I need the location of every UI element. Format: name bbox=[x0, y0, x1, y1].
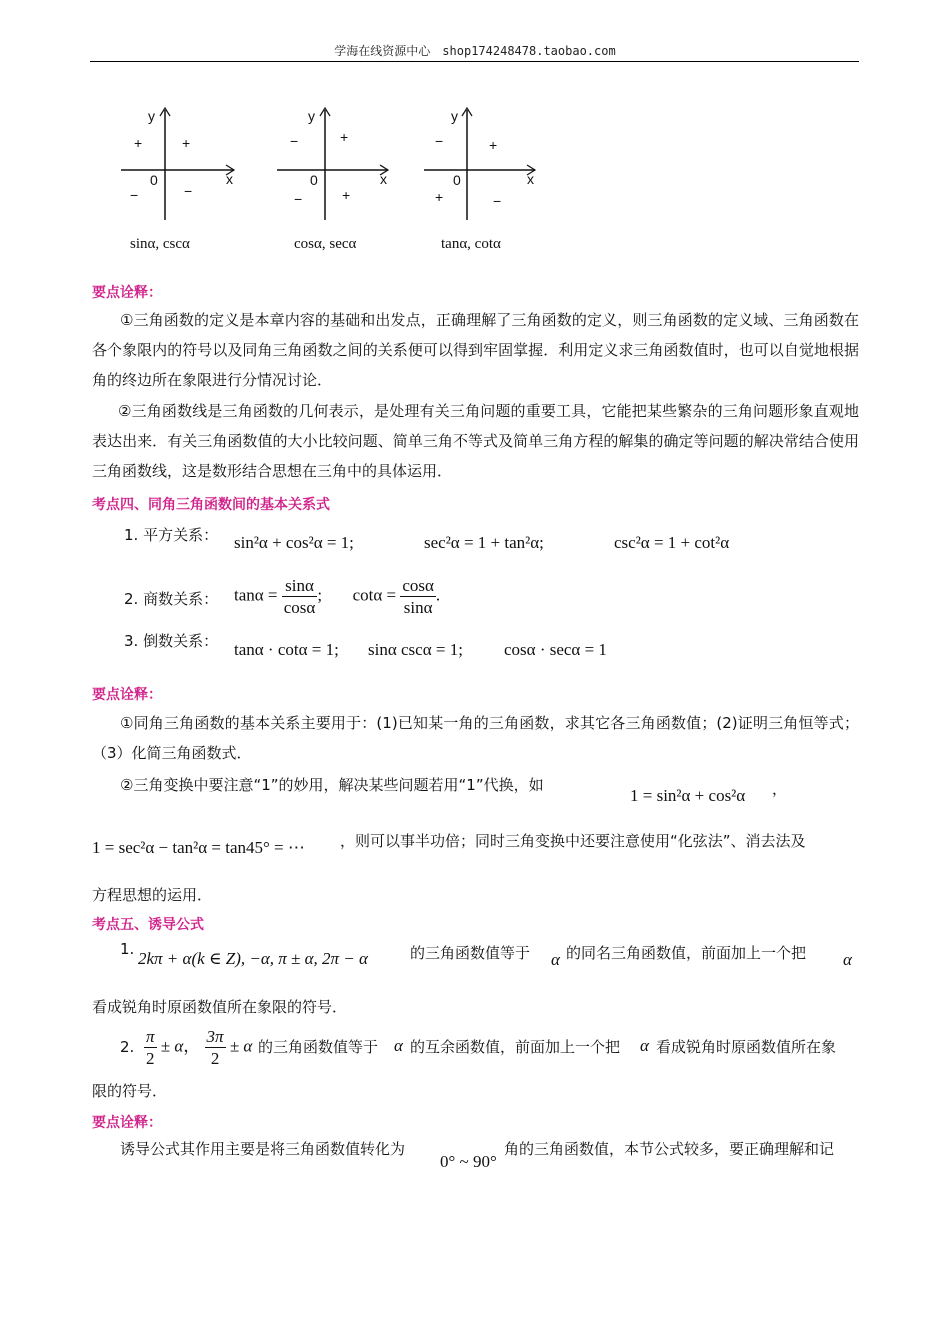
numerator: sinα bbox=[282, 575, 318, 597]
quadrant-4-sign: + bbox=[342, 187, 351, 203]
note-heading: 要点诠释： bbox=[92, 1115, 162, 1131]
quadrant-1-sign: + bbox=[340, 129, 349, 145]
formula: sinα cscα = 1; bbox=[368, 640, 463, 659]
note-text: 方程思想的运用． bbox=[92, 886, 213, 904]
item-text: 的三角函数值等于 bbox=[410, 944, 531, 962]
formula: cosα · secα = 1 bbox=[504, 640, 607, 659]
diagram-caption: tanα, cotα bbox=[441, 236, 501, 252]
denominator: 2 bbox=[146, 1049, 155, 1069]
item-text: 限的符号． bbox=[92, 1082, 168, 1100]
page-header: 学海在线资源中心 shop174248478.taobao.com bbox=[334, 44, 616, 58]
alpha-symbol: α bbox=[551, 950, 560, 969]
item-text: 看成锐角时原函数值所在象限的符号． bbox=[92, 998, 348, 1016]
fraction bbox=[282, 575, 318, 619]
formula: sec²α = 1 + tan²α; bbox=[424, 533, 544, 552]
note-paragraph: ①同角三角函数的基本关系主要用于：(1)已知某一角的三角函数，求其它各三角函数值；(2)证明三角恒等式；（3）化简三角函数式． bbox=[92, 714, 859, 762]
item-text: 的互余函数值，前面加上一个把 bbox=[410, 1038, 621, 1056]
item-number: 1. bbox=[120, 940, 135, 958]
formula-text: ± α bbox=[160, 1036, 184, 1056]
quadrant-3-sign: − bbox=[130, 187, 139, 203]
formula-text: ± α bbox=[229, 1036, 253, 1056]
y-axis-label: y bbox=[148, 108, 155, 124]
denominator: sinα bbox=[403, 598, 433, 618]
sign-diagram-cos bbox=[272, 102, 402, 262]
section-heading: 考点五、诱导公式 bbox=[92, 917, 204, 933]
note-text: ②三角变换中要注意“1”的妙用，解决某些问题若用“1”代换，如 bbox=[120, 776, 544, 794]
diagram-caption: sinα, cscα bbox=[130, 236, 190, 252]
item-number: 2. bbox=[120, 1038, 135, 1056]
quadrant-1-sign: + bbox=[489, 137, 498, 153]
alpha-symbol: α bbox=[394, 1036, 403, 1055]
origin-label: 0 bbox=[310, 172, 318, 188]
note-text: 诱导公式其作用主要是将三角函数值转化为 bbox=[120, 1140, 406, 1158]
item-label: 1. 平方关系： bbox=[124, 526, 219, 544]
formula: 1 = sec²α − tan²α = tan45° = ⋯ bbox=[92, 838, 305, 857]
alpha-symbol: α bbox=[843, 950, 852, 969]
note-text: ，则可以事半功倍；同时三角变换中还要注意使用“化弦法”、消去法及 bbox=[340, 832, 806, 850]
header-rule bbox=[90, 61, 859, 62]
formula-text: tanα = bbox=[234, 585, 278, 605]
sign-diagram-tan bbox=[419, 102, 549, 262]
numerator: π bbox=[144, 1026, 157, 1048]
quadrant-axes-sin bbox=[116, 102, 246, 232]
note-text: 角的三角函数值，本节公式较多，要正确理解和记 bbox=[504, 1140, 835, 1158]
formula: tanα · cotα = 1; bbox=[234, 640, 339, 659]
quadrant-3-sign: + bbox=[435, 189, 444, 205]
x-axis-label: x bbox=[380, 171, 387, 187]
quadrant-1-sign: + bbox=[182, 135, 191, 151]
x-axis-label: x bbox=[226, 171, 233, 187]
quadrant-4-sign: − bbox=[493, 193, 502, 209]
alpha-symbol: α bbox=[640, 1036, 649, 1055]
fraction bbox=[144, 1026, 157, 1070]
item-text: 的三角函数值等于 bbox=[258, 1038, 379, 1056]
diagram-caption: cosα, secα bbox=[294, 236, 357, 252]
quadrant-2-sign: − bbox=[435, 133, 444, 149]
numerator: 3π bbox=[205, 1026, 226, 1048]
quadrant-axes-tan bbox=[419, 102, 549, 232]
fraction bbox=[205, 1026, 226, 1070]
quadrant-2-sign: + bbox=[134, 135, 143, 151]
origin-label: 0 bbox=[453, 172, 461, 188]
formula: 1 = sin²α + cos²α bbox=[630, 786, 746, 805]
quadrant-axes-cos bbox=[272, 102, 402, 232]
denominator: 2 bbox=[210, 1049, 220, 1069]
formula-quotient: tanα = $\frac{\sin\alpha}{\cos\alpha}$ ; cotα = $\frac{\cos\alpha}{\sin\alpha}$ . bbox=[234, 576, 441, 618]
denominator: cosα bbox=[283, 598, 316, 618]
item-text: 的同名三角函数值，前面加上一个把 bbox=[566, 944, 807, 962]
sign-diagram-sin bbox=[116, 102, 246, 262]
numerator: cosα bbox=[400, 575, 436, 597]
fraction bbox=[400, 575, 436, 619]
item-label: 2. 商数关系： bbox=[124, 590, 219, 608]
quadrant-2-sign: − bbox=[290, 133, 299, 149]
formula-cofunction: $\frac{\pi}{2}$ ± α， $\frac{3\pi}{2}$ ± α bbox=[146, 1027, 253, 1069]
x-axis-label: x bbox=[527, 171, 534, 187]
note-text: ， bbox=[772, 780, 788, 798]
note-heading: 要点诠释： bbox=[92, 687, 162, 703]
item-label: 3. 倒数关系： bbox=[124, 632, 219, 650]
quadrant-3-sign: − bbox=[294, 191, 303, 207]
note-heading: 要点诠释： bbox=[92, 285, 162, 301]
y-axis-label: y bbox=[308, 108, 315, 124]
origin-label: 0 bbox=[150, 172, 158, 188]
formula: csc²α = 1 + cot²α bbox=[614, 533, 730, 552]
formula: 2kπ + α(k ∈ Z), −α, π ± α, 2π − α bbox=[138, 949, 368, 968]
formula: 0° ~ 90° bbox=[440, 1152, 497, 1171]
item-text: 看成锐角时原函数值所在象 bbox=[656, 1038, 837, 1056]
section-heading: 考点四、同角三角函数间的基本关系式 bbox=[92, 497, 330, 513]
note-paragraph: ②三角函数线是三角函数的几何表示，是处理有关三角问题的重要工具，它能把某些繁杂的三角问题形象直观地表达出来．有关三角函数值的大小比较问题、简单三角不等式及简单三角方程的解集的确定等问题的解决常结合使用三角函数线，这是数形结合思想在三角中的具体运用． bbox=[92, 402, 859, 480]
note-paragraph: ①三角函数的定义是本章内容的基础和出发点，正确理解了三角函数的定义，则三角函数的定义域、三角函数在各个象限内的符号以及同角三角函数之间的关系便可以得到牢固掌握．利用定义求三角函数值时，也可以自觉地根据角的终边所在象限进行分情况讨论． bbox=[92, 311, 859, 389]
formula: sin²α + cos²α = 1; bbox=[234, 533, 354, 552]
y-axis-label: y bbox=[451, 108, 458, 124]
quadrant-4-sign: − bbox=[184, 183, 193, 199]
formula-text: cotα = bbox=[352, 585, 397, 605]
